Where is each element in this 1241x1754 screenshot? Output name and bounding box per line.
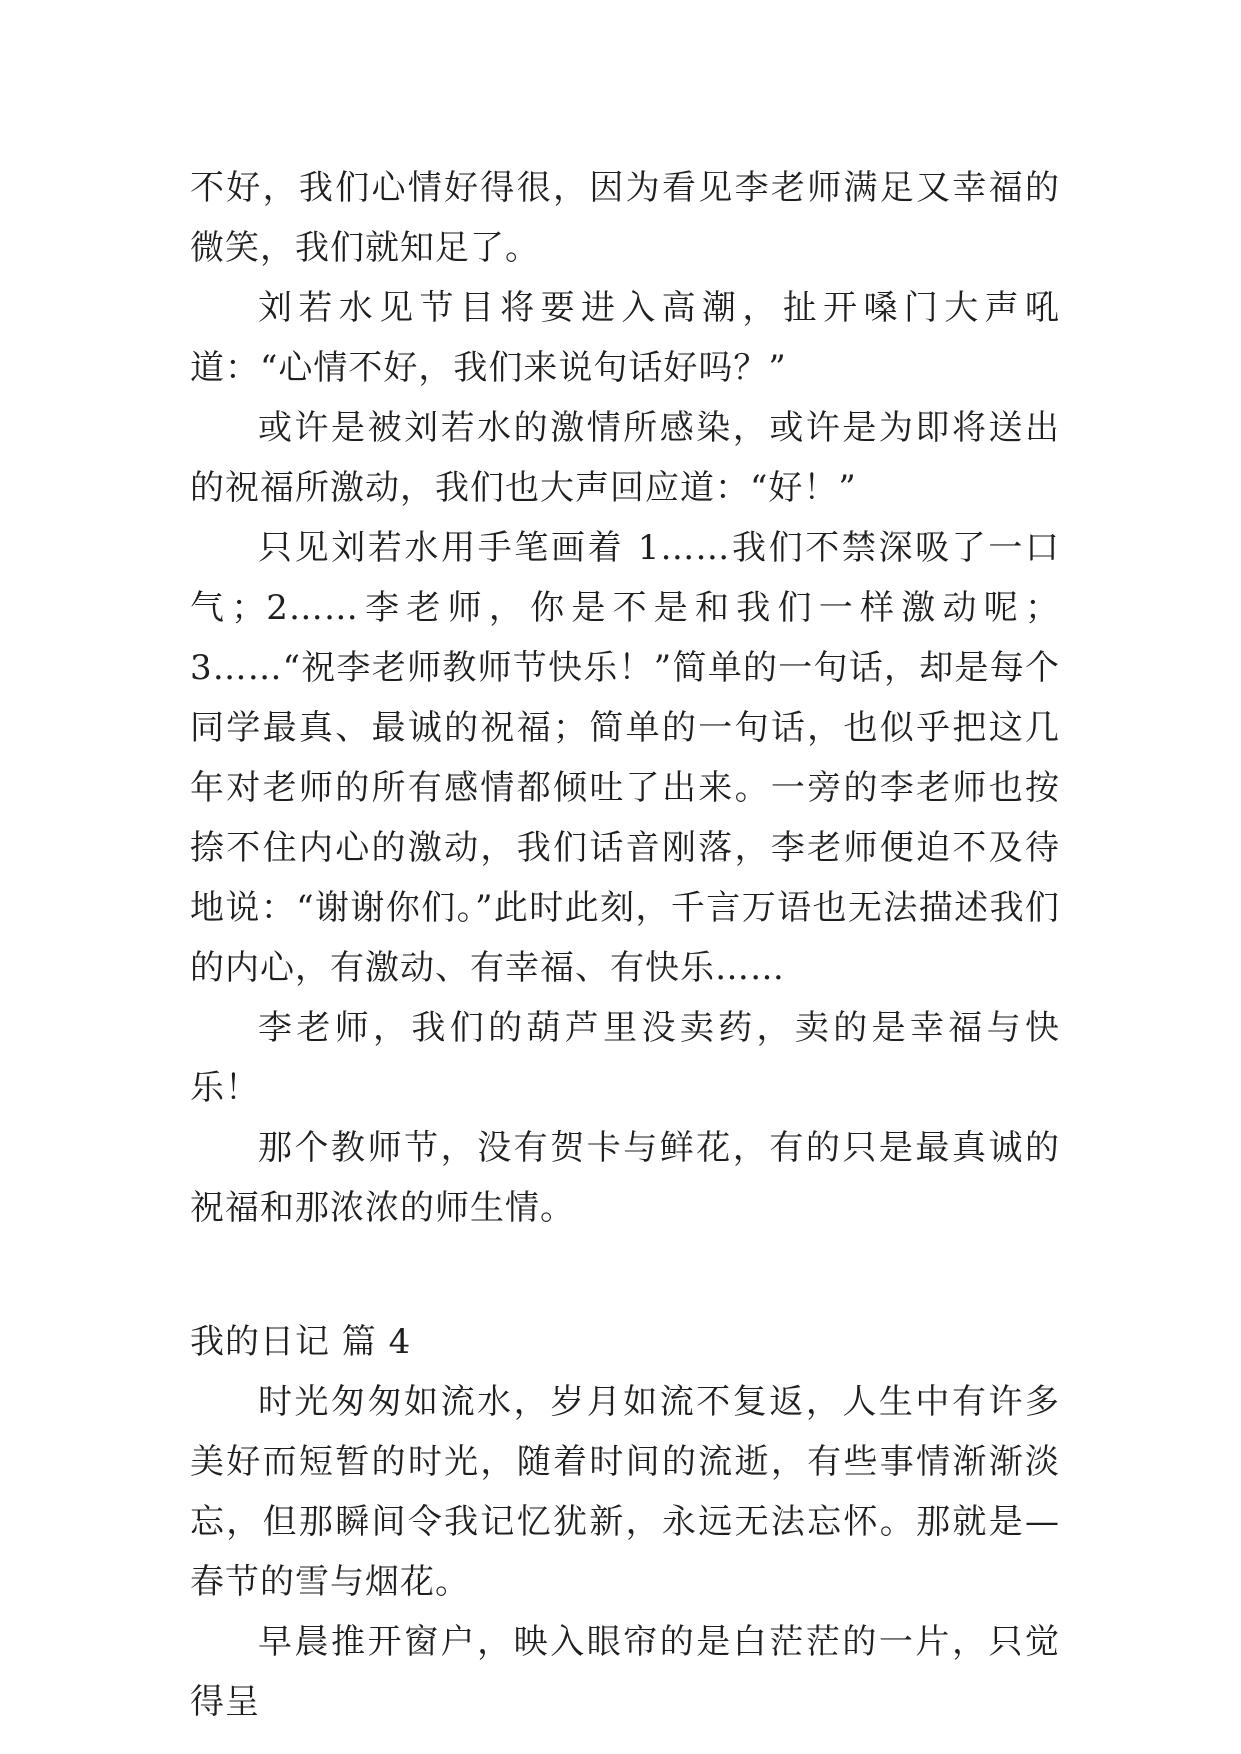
paragraph: 早晨推开窗户，映入眼帘的是白茫茫的一片，只觉得呈 xyxy=(190,1622,1060,1722)
paragraph: 不好，我们心情好得很，因为看见李老师满足又幸福的微笑，我们就知足了。 xyxy=(190,168,1060,268)
section-spacer xyxy=(190,1238,1060,1312)
paragraph: 时光匆匆如流水，岁月如流不复返，人生中有许多美好而短暂的时光，随着时间的流逝，有些事情渐渐淡忘，但那瞬间令我记忆犹新，永远无法忘怀。那就是—春节的雪与烟花。 xyxy=(190,1382,1060,1602)
paragraph: 刘若水见节目将要进入高潮，扯开嗓门大声吼道：“心情不好，我们来说句话好吗？” xyxy=(190,288,1060,388)
section-heading: 我的日记 篇 4 xyxy=(190,1322,412,1362)
paragraph: 或许是被刘若水的激情所感染，或许是为即将送出的祝福所激动，我们也大声回应道：“好！” xyxy=(190,408,1060,508)
paragraph: 那个教师节，没有贺卡与鲜花，有的只是最真诚的祝福和那浓浓的师生情。 xyxy=(190,1128,1060,1228)
paragraph: 李老师，我们的葫芦里没卖药，卖的是幸福与快乐！ xyxy=(190,1008,1060,1108)
paragraph: 只见刘若水用手笔画着 1……我们不禁深吸了一口气；2……李老师，你是不是和我们一样激动呢；3……“祝李老师教师节快乐！”简单的一句话，却是每个同学最真、最诚的祝福；简单的一句话，也似乎把这几年对老师的所有感情都倾吐了出来。一旁的李老师也按捺不住内心的激动，我们话音刚落，李老师便迫不及待地说：“谢谢你们。”此时此刻，千言万语也无法描述我们的内心，有激动、有幸福、有快乐…… xyxy=(190,528,1060,988)
document-body xyxy=(190,158,1060,1732)
